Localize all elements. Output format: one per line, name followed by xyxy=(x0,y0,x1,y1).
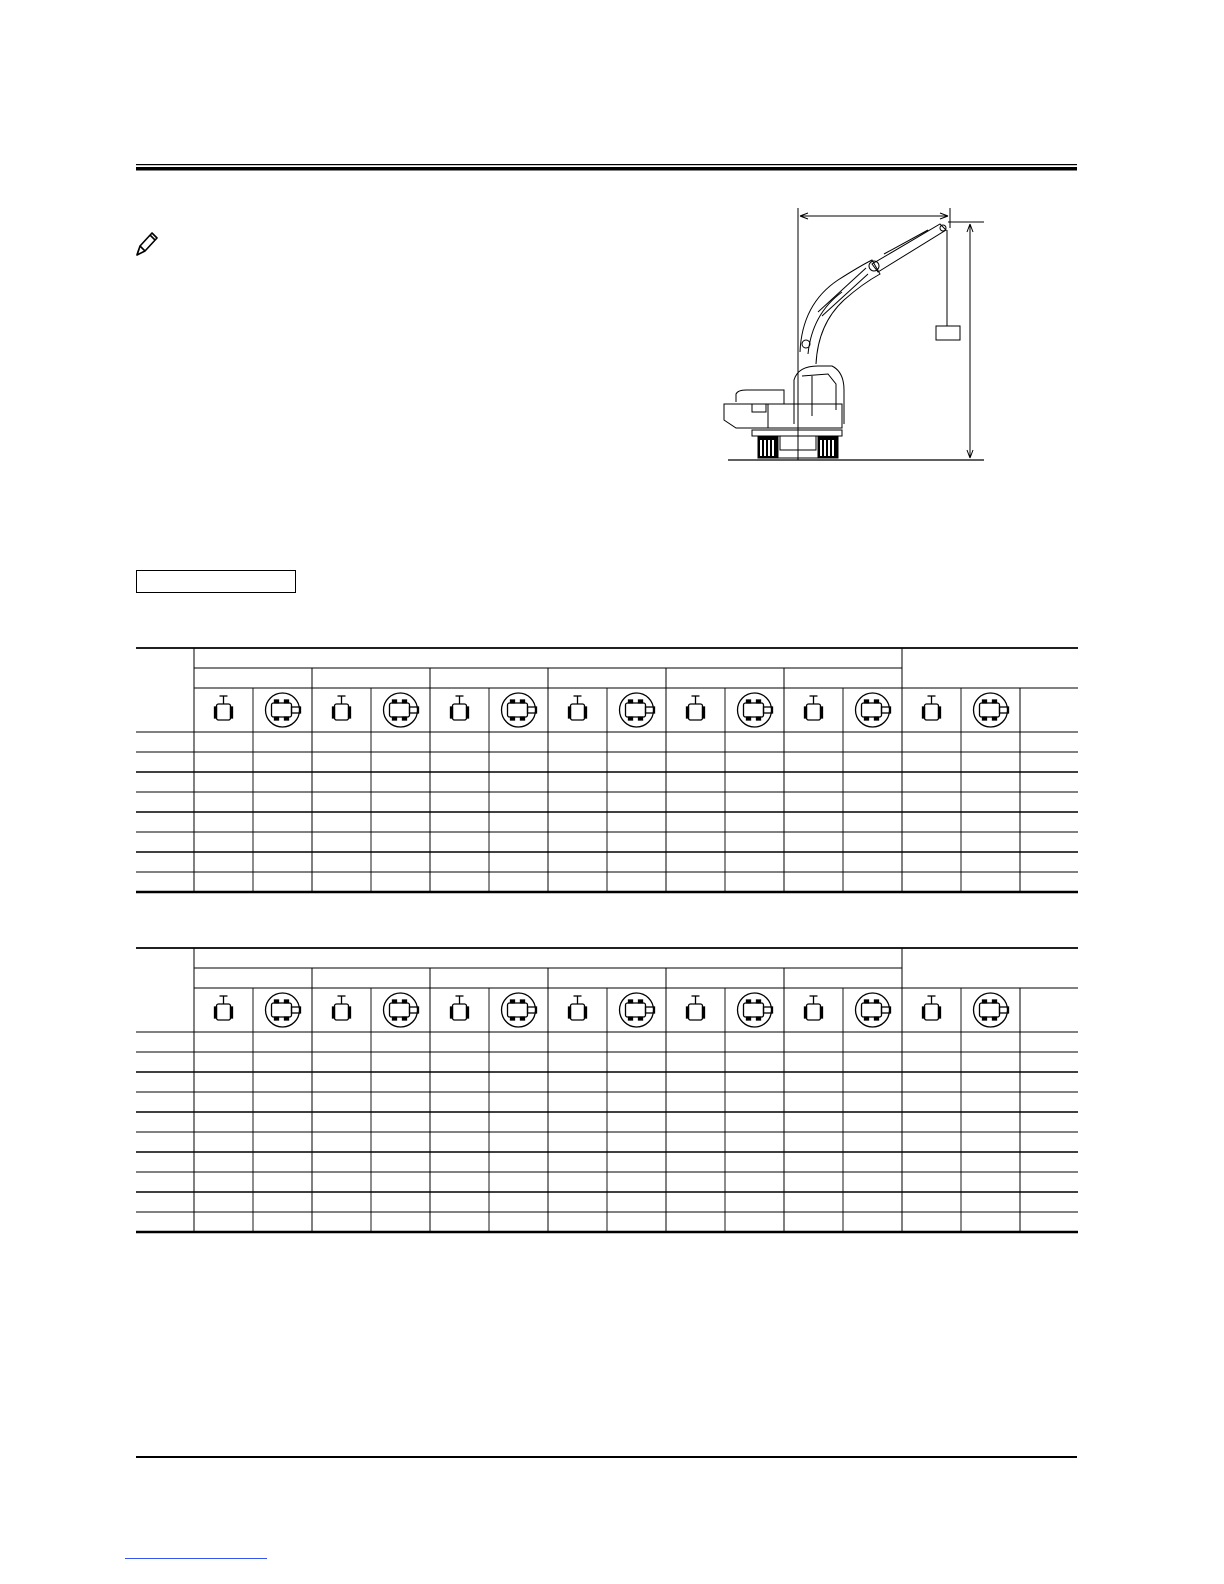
front-lift-icon xyxy=(569,996,587,1020)
excavator-lift-diagram xyxy=(722,204,992,466)
rated-over-side-icon xyxy=(974,993,1009,1027)
lifting-capacity-table-2 xyxy=(130,944,1082,1240)
lifting-capacity-table-1 xyxy=(130,644,1082,900)
front-lift-icon xyxy=(923,996,941,1020)
footer-rule xyxy=(136,1456,1077,1458)
rated-over-side-icon xyxy=(502,693,537,727)
front-lift-icon xyxy=(687,696,705,720)
front-lift-icon xyxy=(451,996,469,1020)
front-lift-icon xyxy=(805,996,823,1020)
rated-over-side-icon xyxy=(974,693,1009,727)
front-lift-icon xyxy=(215,996,233,1020)
rated-over-side-icon xyxy=(738,993,773,1027)
front-lift-icon xyxy=(215,696,233,720)
footer-link-underline[interactable] xyxy=(125,1558,267,1559)
rated-over-side-icon xyxy=(620,693,655,727)
front-lift-icon xyxy=(451,696,469,720)
rated-over-side-icon xyxy=(620,993,655,1027)
rated-over-side-icon xyxy=(266,993,301,1027)
rated-over-side-icon xyxy=(856,993,891,1027)
rated-over-side-icon xyxy=(384,693,419,727)
front-lift-icon xyxy=(333,696,351,720)
section-label-box xyxy=(136,570,296,593)
front-lift-icon xyxy=(687,996,705,1020)
pencil-icon xyxy=(134,230,160,258)
rated-over-side-icon xyxy=(384,993,419,1027)
rated-over-side-icon xyxy=(502,993,537,1027)
front-lift-icon xyxy=(923,696,941,720)
front-lift-icon xyxy=(569,696,587,720)
rated-over-side-icon xyxy=(738,693,773,727)
front-lift-icon xyxy=(333,996,351,1020)
rated-over-side-icon xyxy=(266,693,301,727)
header-rule xyxy=(136,164,1077,171)
front-lift-icon xyxy=(805,696,823,720)
rated-over-side-icon xyxy=(856,693,891,727)
